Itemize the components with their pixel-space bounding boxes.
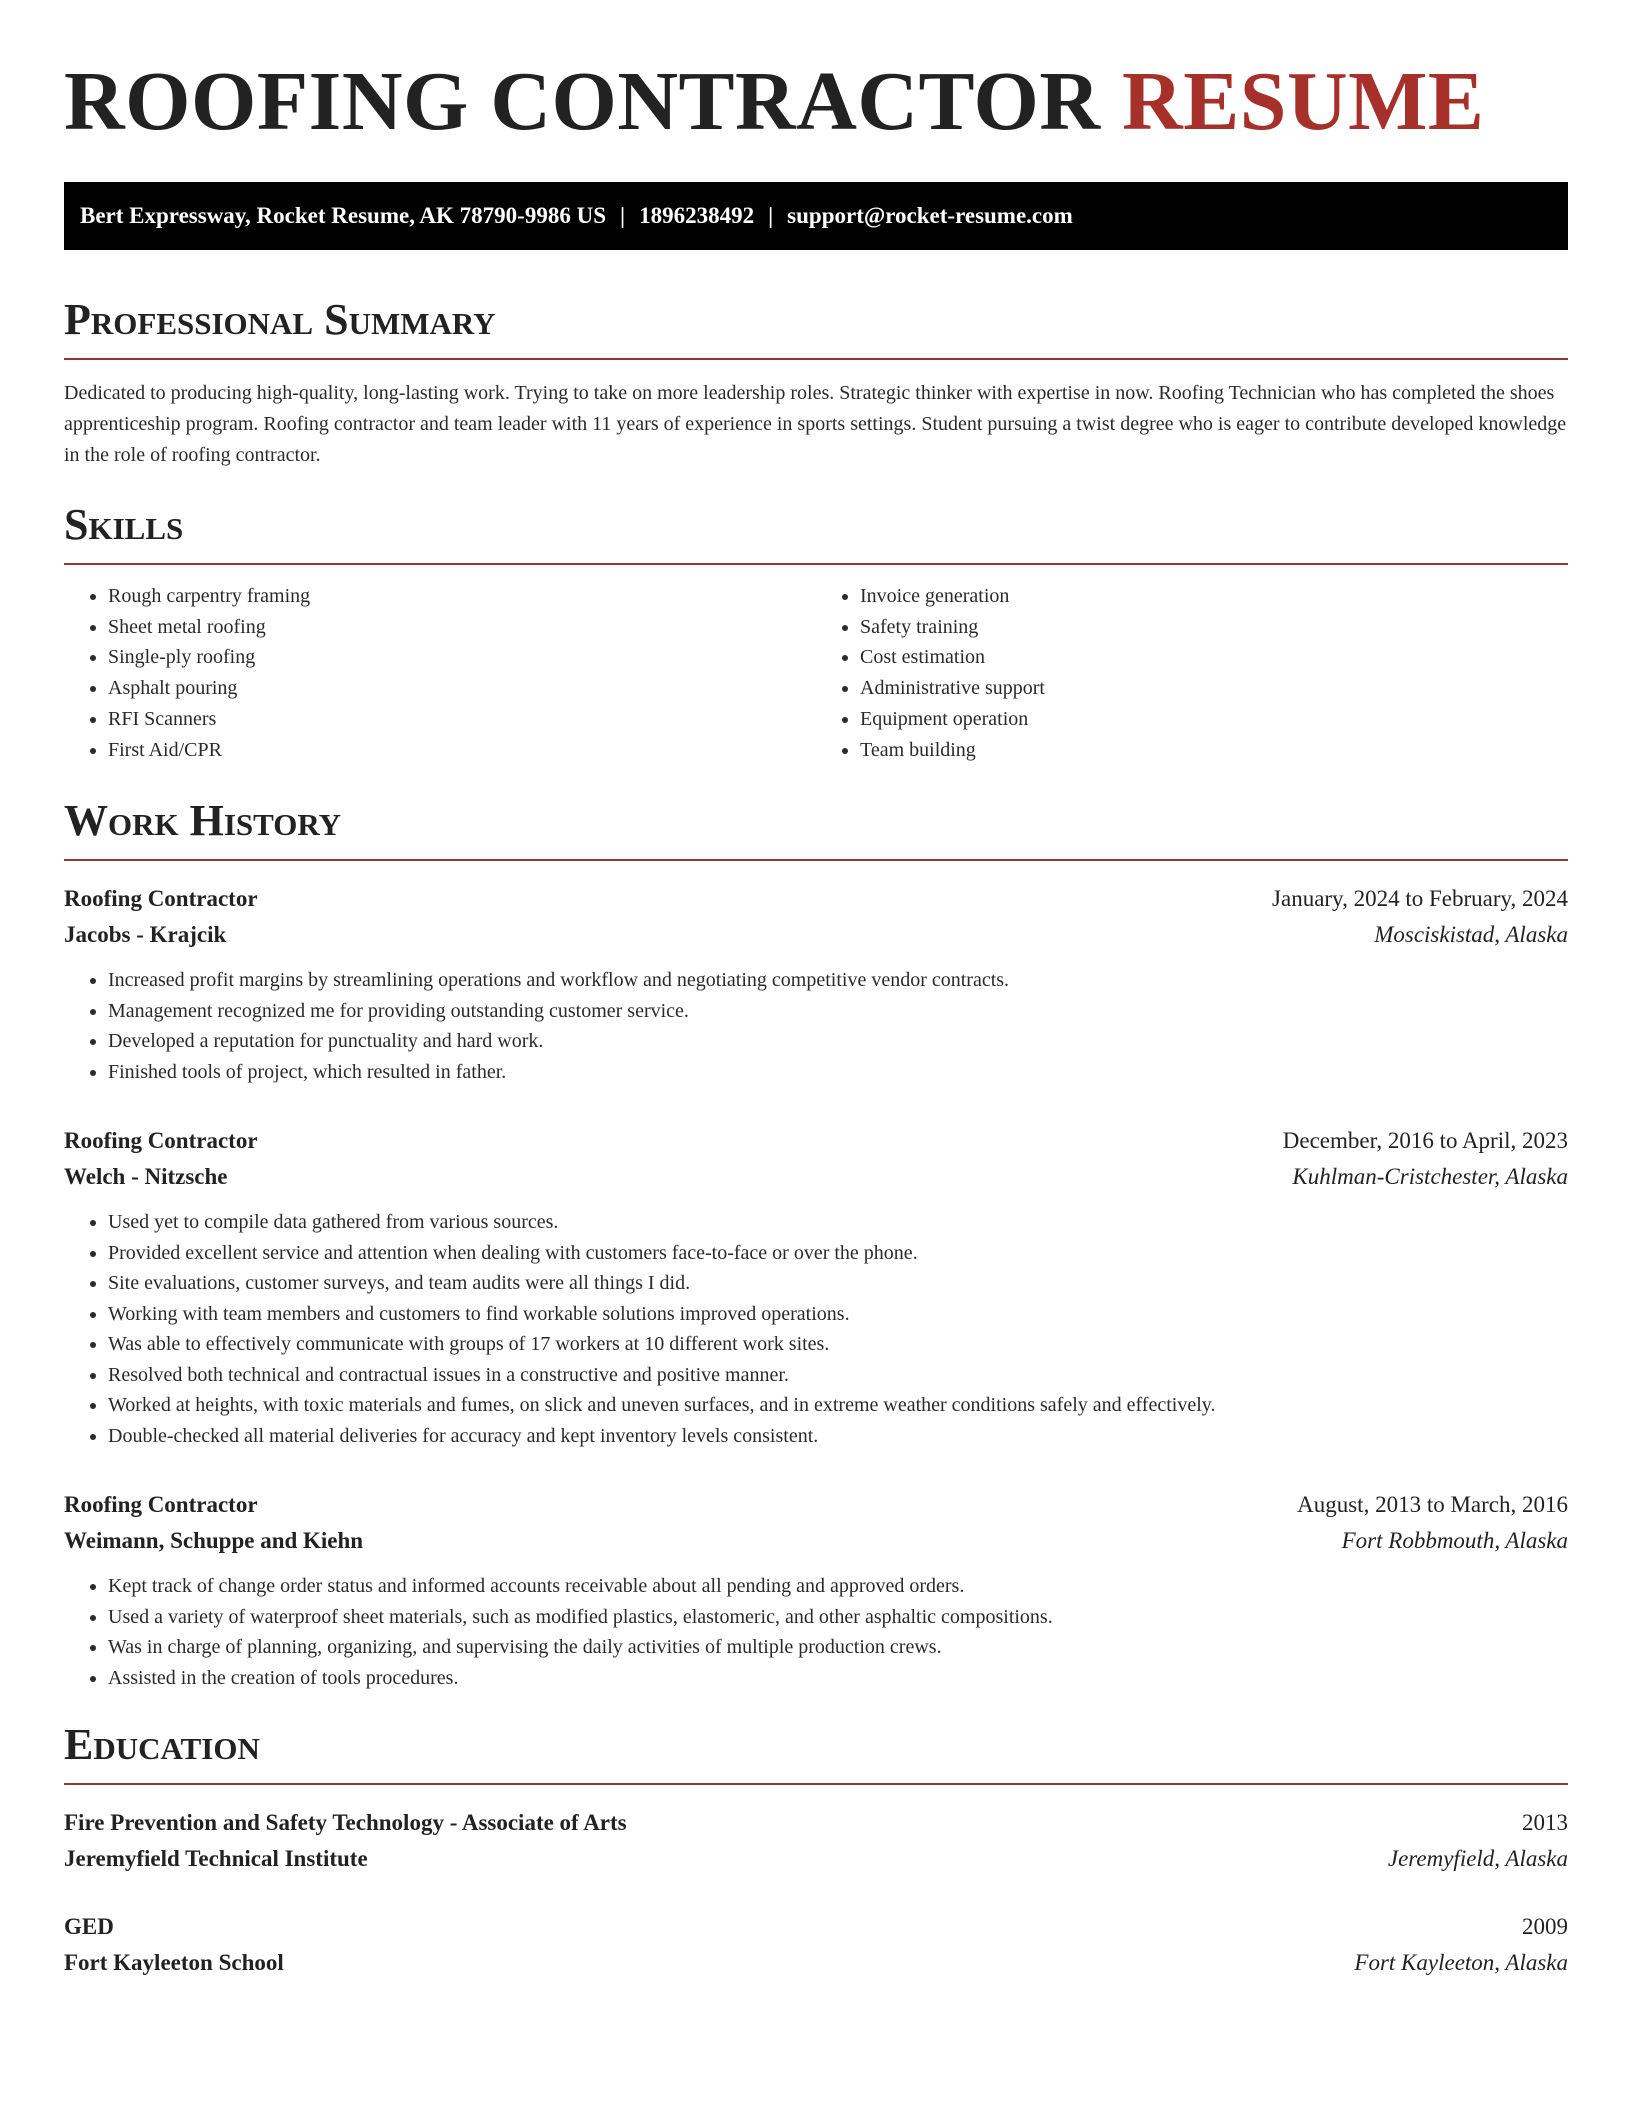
summary-heading: Professional Summary: [64, 294, 1568, 360]
job-bullet: • Resolved both technical and contractual issues in a constructive and positive manner.: [108, 1360, 1568, 1391]
skill-item: • Cost estimation: [860, 642, 1568, 673]
job-company: Weimann, Schuppe and Kiehn: [64, 1528, 364, 1554]
job-header-row: [64, 881, 1568, 917]
education-year: 2009: [1522, 1914, 1568, 1940]
skill-item: • RFI Scanners: [108, 704, 816, 735]
contact-separator: |: [768, 203, 774, 228]
contact-phone[interactable]: 1896238492: [639, 203, 755, 228]
job-bullets: [64, 1571, 1568, 1693]
job-bullet: • Used yet to compile data gathered from various sources.: [108, 1207, 1568, 1238]
work-history-heading: Work History: [64, 795, 1568, 861]
education-location: Fort Kayleeton, Alaska: [1354, 1950, 1568, 1976]
job-entry: [64, 1487, 1568, 1693]
skills-list-right: [816, 581, 1568, 765]
job-header-row: [64, 1123, 1568, 1159]
skill-item: • Invoice generation: [860, 581, 1568, 612]
education-entry: [64, 1805, 1568, 1877]
education-heading: Education: [64, 1719, 1568, 1785]
education-year: 2013: [1522, 1810, 1568, 1836]
contact-bar: [64, 182, 1568, 250]
skill-item: • Equipment operation: [860, 704, 1568, 735]
skills-section: [64, 499, 1568, 765]
education-school: Fort Kayleeton School: [64, 1950, 284, 1976]
job-bullet: • Provided excellent service and attention when dealing with customers face-to-face or over the phone.: [108, 1238, 1568, 1269]
job-bullet: • Assisted in the creation of tools procedures.: [108, 1663, 1568, 1694]
skills-grid: [64, 581, 1568, 765]
job-bullet: • Increased profit margins by streamlining operations and workflow and negotiating competitive vendor contracts.: [108, 965, 1568, 996]
education-school-row: [64, 1945, 1568, 1981]
job-bullet: • Kept track of change order status and informed accounts receivable about all pending and approved orders.: [108, 1571, 1568, 1602]
job-company-row: [64, 917, 1568, 953]
education-degree: GED: [64, 1914, 114, 1940]
job-bullets: [64, 1207, 1568, 1451]
skill-item: • Sheet metal roofing: [108, 612, 816, 643]
education-school-row: [64, 1841, 1568, 1877]
job-bullet: • Developed a reputation for punctuality and hard work.: [108, 1026, 1568, 1057]
job-bullet: • Was in charge of planning, organizing, and supervising the daily activities of multiple production crews.: [108, 1632, 1568, 1663]
job-dates: January, 2024 to February, 2024: [1272, 886, 1568, 912]
summary-section: [64, 294, 1568, 471]
job-bullet: • Site evaluations, customer surveys, and team audits were all things I did.: [108, 1268, 1568, 1299]
job-header-row: [64, 1487, 1568, 1523]
skills-heading: Skills: [64, 499, 1568, 565]
job-location: Kuhlman-Cristchester, Alaska: [1292, 1164, 1568, 1190]
job-bullet: • Management recognized me for providing outstanding customer service.: [108, 996, 1568, 1027]
education-school: Jeremyfield Technical Institute: [64, 1846, 368, 1872]
job-bullet: • Worked at heights, with toxic materials and fumes, on slick and uneven surfaces, and in extreme weather conditions safely and effectively.: [108, 1390, 1568, 1421]
education-section: [64, 1719, 1568, 1981]
job-bullet: • Was able to effectively communicate with groups of 17 workers at 10 different work sites.: [108, 1329, 1568, 1360]
skill-item: • Safety training: [860, 612, 1568, 643]
job-company: Jacobs - Krajcik: [64, 922, 227, 948]
job-bullet: • Used a variety of waterproof sheet materials, such as modified plastics, elastomeric, and other asphaltic compositions.: [108, 1602, 1568, 1633]
contact-separator: |: [620, 203, 626, 228]
skill-item: • Administrative support: [860, 673, 1568, 704]
title-main: ROOFING CONTRACTOR: [64, 55, 1101, 148]
education-location: Jeremyfield, Alaska: [1387, 1846, 1568, 1872]
work-history-section: [64, 795, 1568, 1693]
skill-item: • Single-ply roofing: [108, 642, 816, 673]
skill-item: • First Aid/CPR: [108, 735, 816, 766]
job-location: Fort Robbmouth, Alaska: [1341, 1528, 1568, 1554]
job-company-row: [64, 1159, 1568, 1195]
title-accent: RESUME: [1122, 55, 1485, 148]
education-degree-row: [64, 1805, 1568, 1841]
education-entry: [64, 1909, 1568, 1981]
job-company: Welch - Nitzsche: [64, 1164, 228, 1190]
education-degree: Fire Prevention and Safety Technology - Associate of Arts: [64, 1810, 627, 1836]
job-bullet: • Working with team members and customers to find workable solutions improved operations.: [108, 1299, 1568, 1330]
job-location: Mosciskistad, Alaska: [1374, 922, 1568, 948]
job-entry: [64, 881, 1568, 1087]
skill-item: • Rough carpentry framing: [108, 581, 816, 612]
contact-email[interactable]: support@rocket-resume.com: [787, 203, 1073, 228]
job-dates: December, 2016 to April, 2023: [1282, 1128, 1568, 1154]
job-title: Roofing Contractor: [64, 1128, 258, 1154]
job-bullets: [64, 965, 1568, 1087]
summary-text: Dedicated to producing high-quality, long-lasting work. Trying to take on more leadership roles. Strategic thinker with expertise in now. Roofing Technician who has completed the shoes apprenticeship program. Roofing contractor and team leader with 11 years of experience in sports settings. Student pursuing a twist degree who is eager to contribute developed knowledge in the role of roofing contractor.: [64, 382, 1567, 466]
job-company-row: [64, 1523, 1568, 1559]
contact-address: Bert Expressway, Rocket Resume, AK 78790-9986 US: [80, 203, 606, 228]
education-degree-row: [64, 1909, 1568, 1945]
job-title: Roofing Contractor: [64, 886, 258, 912]
job-bullet: • Double-checked all material deliveries for accuracy and kept inventory levels consistent.: [108, 1421, 1568, 1452]
job-bullet: • Finished tools of project, which resulted in father.: [108, 1057, 1568, 1088]
skills-list-left: [64, 581, 816, 765]
job-entry: [64, 1123, 1568, 1451]
job-title: Roofing Contractor: [64, 1492, 258, 1518]
skill-item: • Team building: [860, 735, 1568, 766]
resume-title: [64, 50, 1568, 154]
skill-item: • Asphalt pouring: [108, 673, 816, 704]
job-dates: August, 2013 to March, 2016: [1297, 1492, 1568, 1518]
